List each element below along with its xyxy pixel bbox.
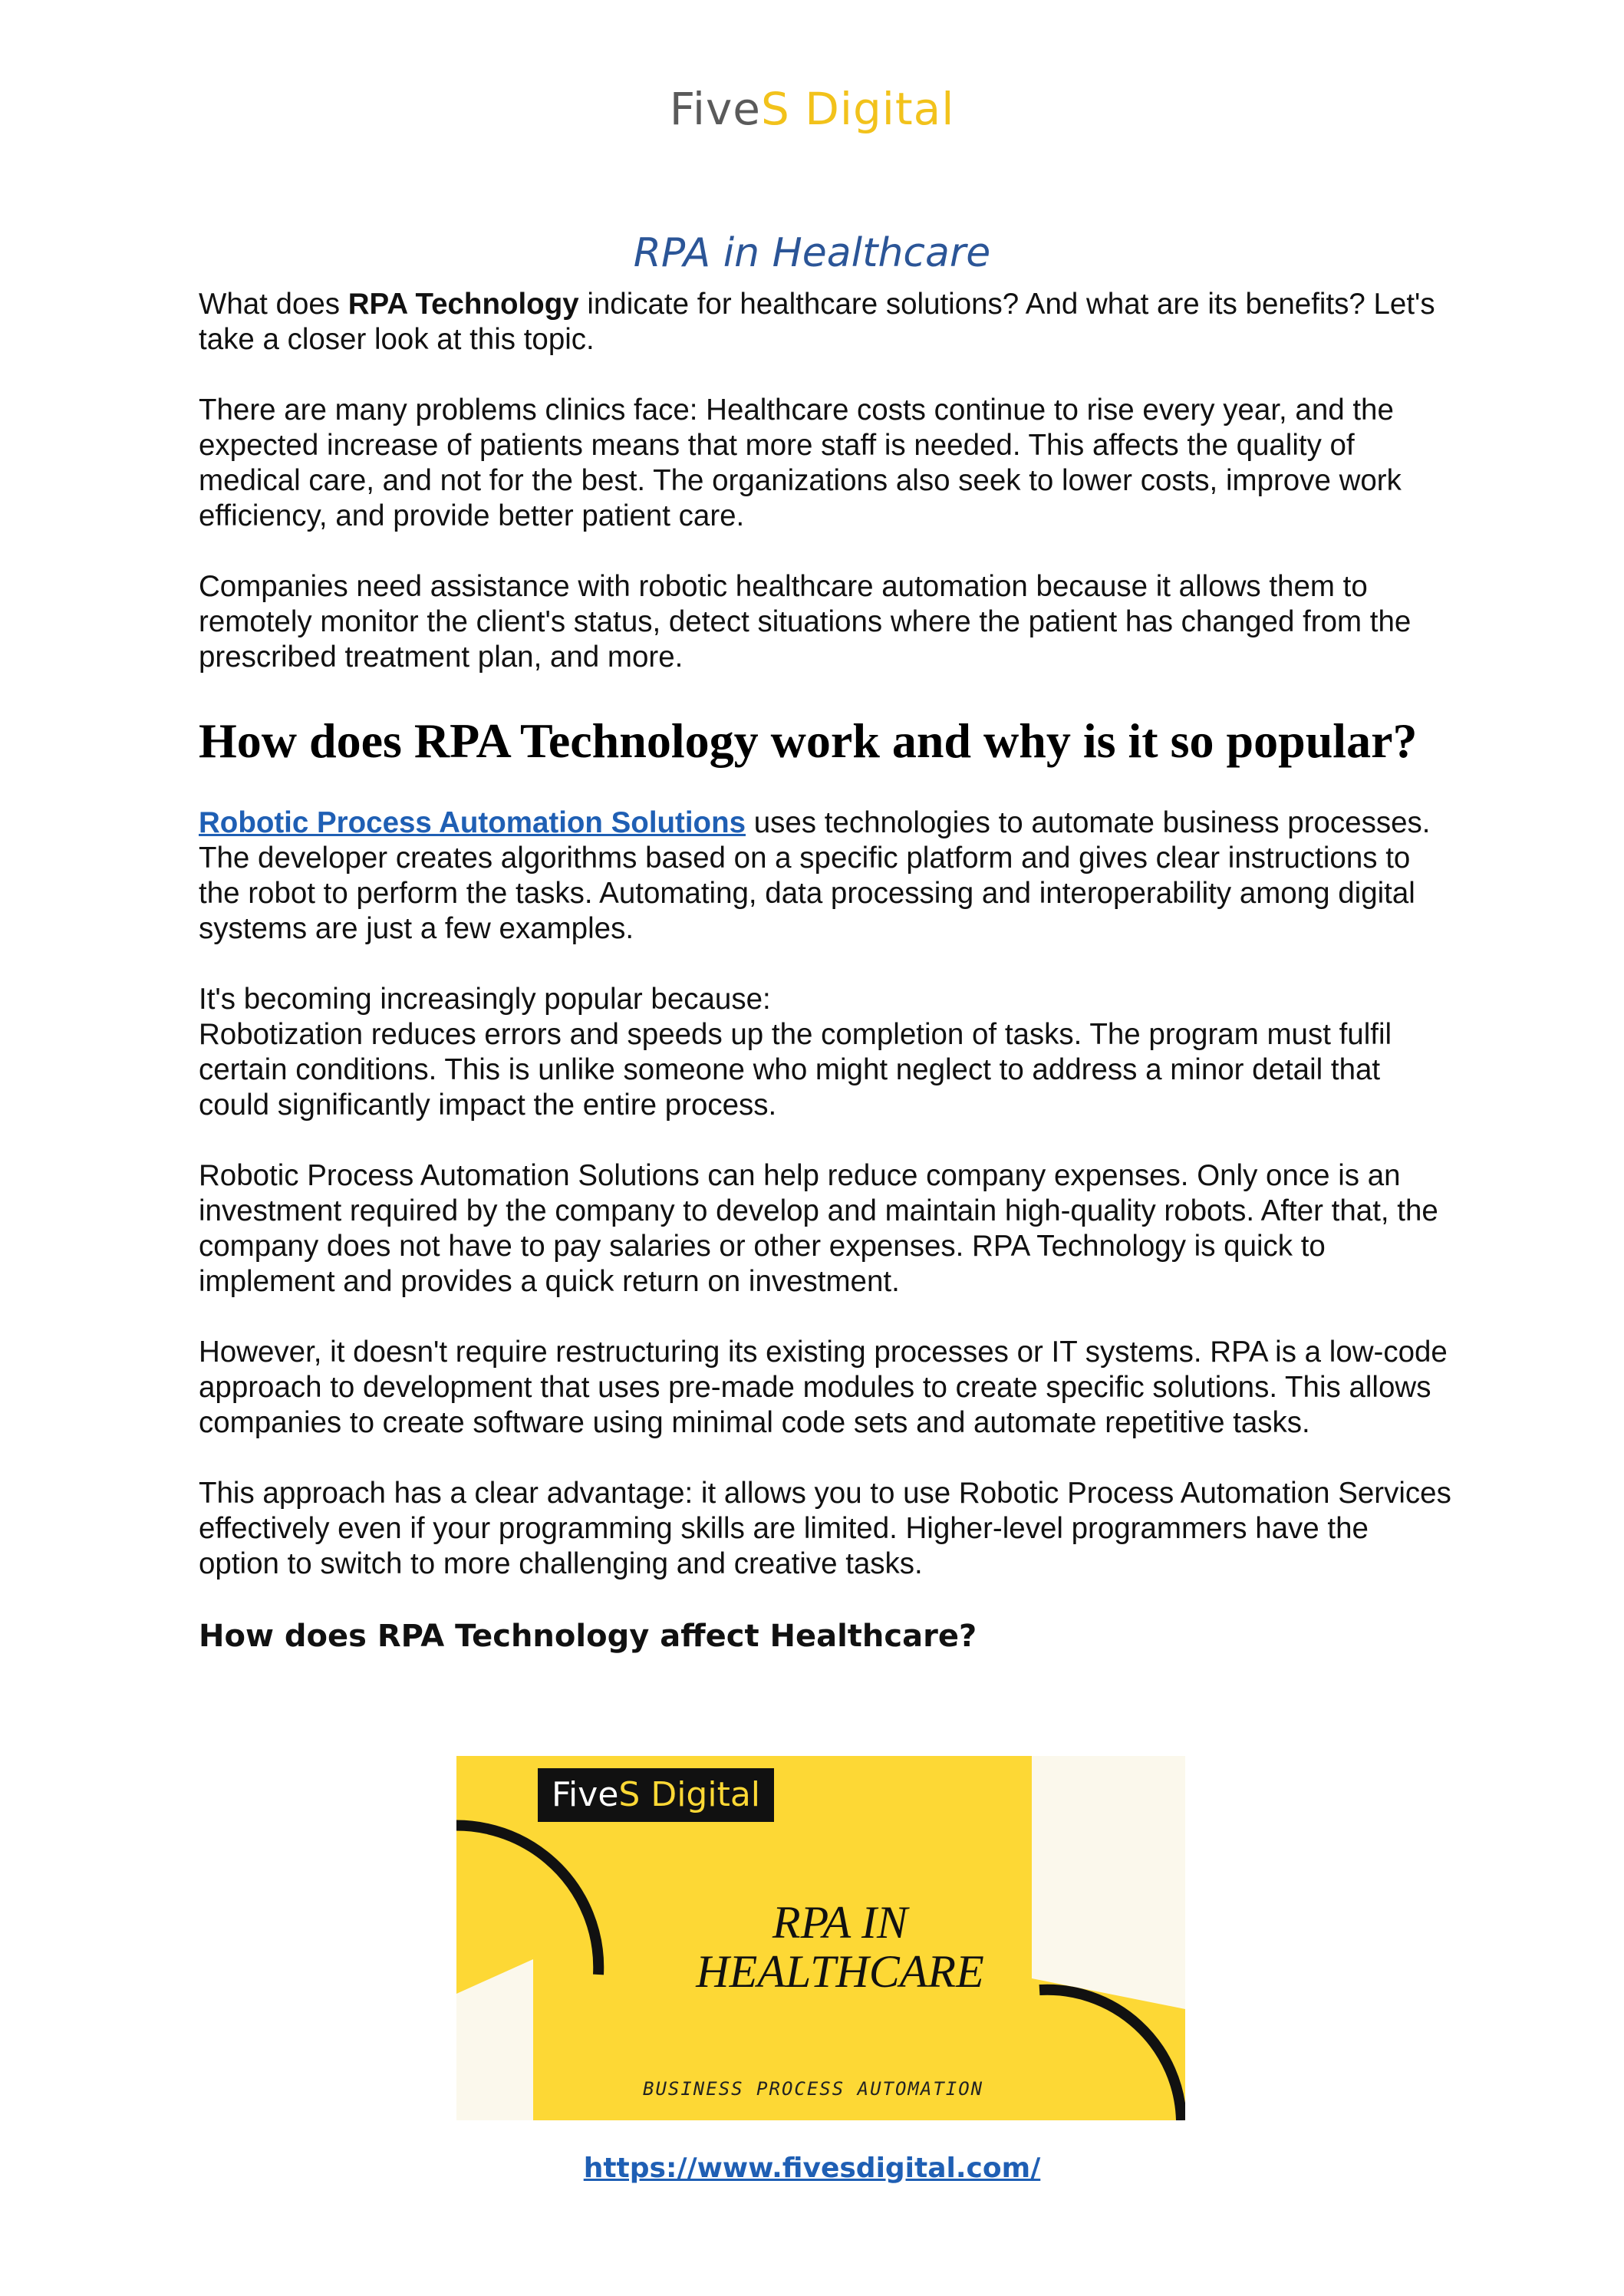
popular-intro: It's becoming increasingly popular because: [199,983,771,1016]
intro-paragraph [199,287,1457,357]
logo-text-s-digital: S Digital [760,83,955,135]
website-link[interactable]: https://www.fivesdigital.com/ [583,2153,1041,2184]
banner-subtitle: BUSINESS PROCESS AUTOMATION [643,2078,984,2100]
companies-paragraph: Companies need assistance with robotic healthcare automation because it allows them to remotely monitor the client's status, detect situations where the patient has changed from the prescribed treatment plan, and more. [199,570,1412,674]
restructuring-paragraph: However, it doesn't require restructuring its existing processes or IT systems. RPA is a low-code approach to development that uses pre-made modules to create specific solutions. This allows companies to create software using minimal code sets and automate repetitive tasks. [199,1336,1448,1439]
banner-logo [538,1768,774,1822]
heading-how-rpa-works: How does RPA Technology work and why is it so popular? [199,713,1418,768]
heading-rpa-affect-healthcare: How does RPA Technology affect Healthcare? [199,1619,977,1654]
rpa-healthcare-banner-image [456,1756,1185,2120]
expenses-paragraph: Robotic Process Automation Solutions can help reduce company expenses. Only once is an investment required by the company to develop and maintain high-quality robots. After that, the company does not have to pay salaries or other expenses. RPA Technology is quick to implement and provides a quick return on investment. [199,1159,1438,1298]
intro-text-after: indicate for healthcare solutions? And what are its benefits? Let's take a closer look at this topic. [199,288,1435,356]
fives-digital-logo [0,83,1624,135]
banner-title-line2: HEALTHCARE [696,1946,984,1997]
popular-paragraph [199,982,1457,1123]
page-title: RPA in Healthcare [633,230,991,276]
banner-left-yellow-wedge [456,1756,533,1994]
logo-text-five: Five [669,83,761,135]
problems-paragraph: There are many problems clinics face: Healthcare costs continue to rise every year, and the expected increase of patients means that more staff is needed. This affects the quality of medical care, and not for the best. The organizations also seek to lower costs, improve work efficiency, and provide better patient care. [199,394,1402,532]
rpa-solutions-paragraph [199,805,1457,947]
banner-title [595,1898,1085,1996]
banner-arc-bottom-right [1039,1990,1181,2120]
intro-text-before: What does [199,288,348,321]
popular-reason: Robotization reduces errors and speeds up the completion of tasks. The program must fulfil certain conditions. This is unlike someone who might neglect to address a minor detail that could significantly impact the entire process. [199,1018,1392,1122]
rpa-solutions-text: uses technologies to automate business processes. The developer creates algorithms based on a specific platform and gives clear instructions to the robot to perform the tasks. Automating, data processing and interoperability among digital systems are just a few examples. [199,806,1431,945]
intro-bold-term: RPA Technology [348,288,579,321]
rpa-solutions-link[interactable]: Robotic Process Automation Solutions [199,806,746,839]
document-body [199,287,1457,1655]
banner-logo-s-digital: S Digital [618,1775,761,1814]
banner-logo-five: Five [551,1775,619,1814]
advantage-paragraph: This approach has a clear advantage: it allows you to use Robotic Process Automation Services effectively even if your programming skills are limited. Higher-level programmers have the option to switch to more challenging and creative tasks. [199,1477,1451,1580]
banner-title-line1: RPA IN [772,1897,908,1948]
